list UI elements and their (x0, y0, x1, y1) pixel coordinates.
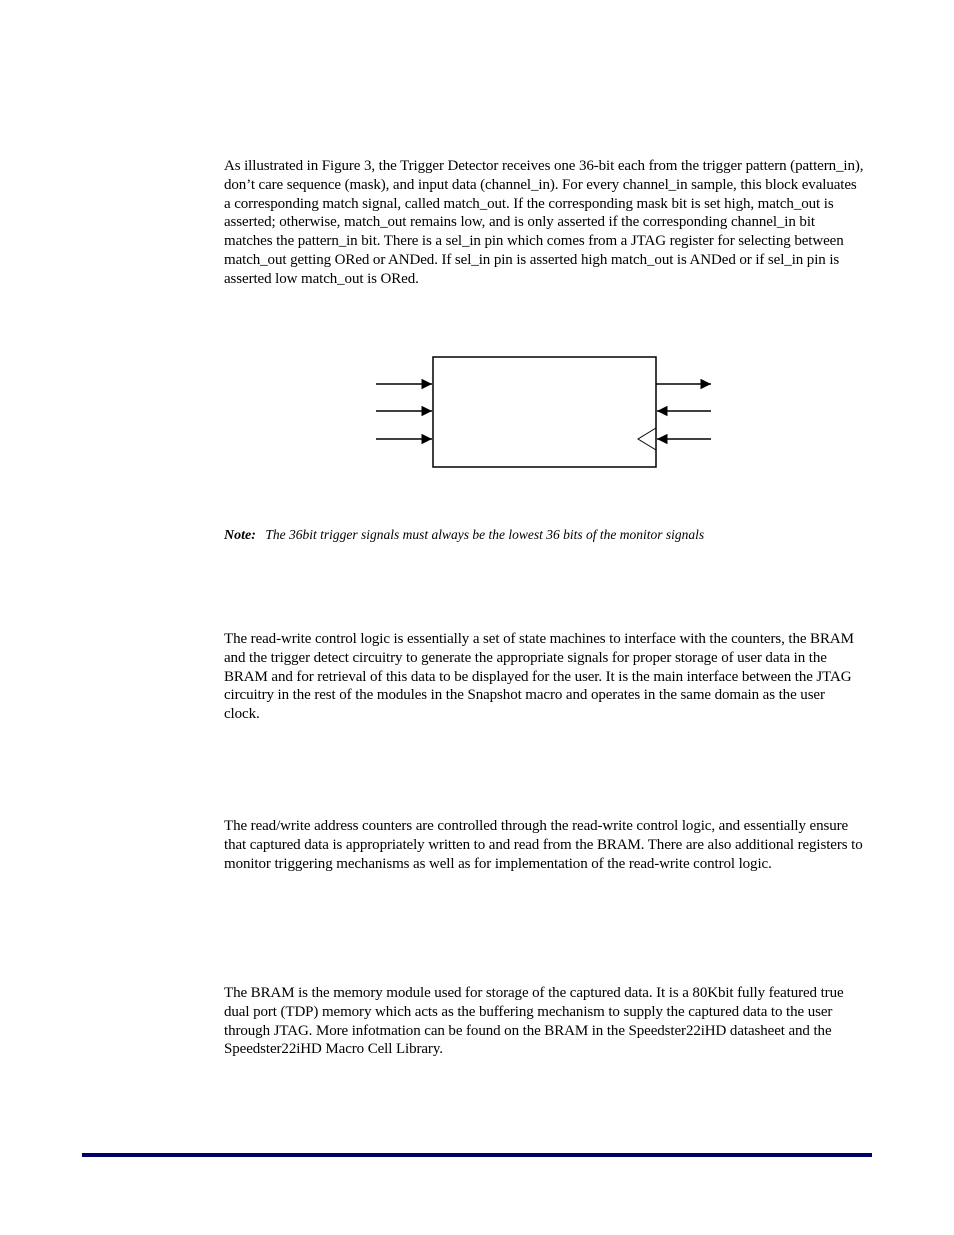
paragraph-address-counters: The read/write address counters are controlled through the read-write control logic, and essentially ensure that captured data is appropriately written to and read from the BRAM. There are also additional registers to monitor triggering mechanisms as well as for implementation of the read-write control logic. (224, 818, 863, 872)
note-label: Note: (224, 528, 256, 543)
note (224, 526, 704, 545)
trigger-detector-box (433, 357, 656, 467)
paragraph-trigger-detector: As illustrated in Figure 3, the Trigger Detector receives one 36-bit each from the trigger pattern (pattern_in), don’t care sequence (mask), and input data (channel_in). For every channel_in sample, this block evaluates a corresponding match signal, called match_out. If the corresponding mask bit is set high, match_out is asserted; otherwise, match_out remains low, and is only asserted if the corresponding channel_in bit matches the pattern_in bit. There is a sel_in pin which comes from a JTAG register for selecting between match_out getting ORed or ANDed. If sel_in pin is asserted high match_out is ANDed or if sel_in pin is asserted low match_out is ORed. (224, 158, 864, 287)
paragraph-read-write-control: The read-write control logic is essentially a set of state machines to interface with the counters, the BRAM and the trigger detect circuitry to generate the appropriate signals for proper storage of user data in the BRAM and for retrieval of this data to be displayed for the user. It is the main interface between the JTAG circuitry in the rest of the modules in the Snapshot macro and operates in the same domain as the user clock. (224, 631, 854, 723)
footer-rule (82, 1153, 872, 1157)
note-text: The 36bit trigger signals must always be the lowest 36 bits of the monitor signals (265, 527, 705, 542)
trigger-detector-block-diagram (370, 350, 720, 475)
paragraph-bram: The BRAM is the memory module used for storage of the captured data. It is a 80Kbit fully featured true dual port (TDP) memory which acts as the buffering mechanism to supply the captured data to the user through JTAG. More infotmation can be found on the BRAM in the Speedster22iHD datasheet and the Speedster22iHD Macro Cell Library. (224, 985, 844, 1058)
